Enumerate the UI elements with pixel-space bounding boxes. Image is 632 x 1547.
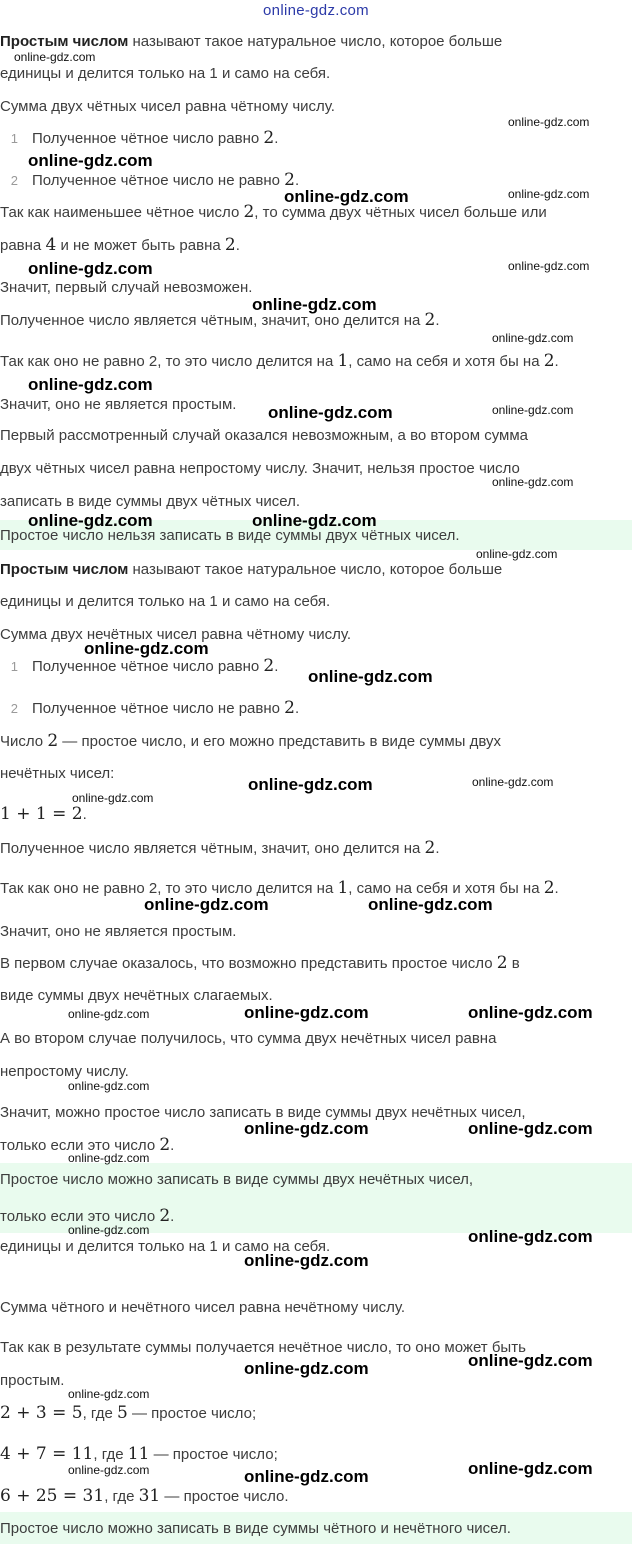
- watermark: online-gdz.com: [468, 1003, 593, 1022]
- text-line: непростому числу.: [0, 1063, 129, 1080]
- watermark: online-gdz.com: [492, 475, 574, 489]
- watermark: online-gdz.com: [468, 1227, 593, 1246]
- watermark: online-gdz.com: [508, 259, 590, 273]
- watermark: online-gdz.com: [252, 511, 377, 530]
- text-line: Значит, первый случай невозможен.: [0, 279, 253, 296]
- text-line: А во втором случае получилось, что сумма двух нечётных чисел равна: [0, 1030, 497, 1047]
- text-line: В первом случае оказалось, что возможно представить простое число 2 в: [0, 953, 520, 973]
- top-watermark: online-gdz.com: [263, 2, 369, 19]
- claim: Сумма двух чётных чисел равна чётному числу.: [0, 98, 335, 115]
- watermark: online-gdz.com: [244, 1251, 369, 1270]
- case-item: 1 Полученное чётное число равно 2.: [0, 656, 278, 677]
- watermark: online-gdz.com: [84, 639, 209, 658]
- watermark: online-gdz.com: [244, 1003, 369, 1022]
- case-item: 2 Полученное чётное число не равно 2.: [0, 698, 299, 719]
- equation: 4 + 7 = 11, где 11 — простое число;: [0, 1444, 278, 1464]
- text-line: Значит, оно не является простым.: [0, 396, 237, 413]
- answer-text: Простое число нельзя записать в виде суммы двух чётных чисел.: [0, 527, 460, 544]
- definition-line-2: единицы и делится только на 1 и само на себя.: [0, 593, 331, 610]
- text-line: Полученное число является чётным, значит, оно делится на 2.: [0, 838, 440, 858]
- term-bold: Простым числом: [0, 33, 129, 50]
- text-line: Число 2 — простое число, и его можно представить в виде суммы двух: [0, 731, 501, 751]
- text-line: Так как в результате суммы получается нечётное число, то оно может быть: [0, 1339, 526, 1356]
- watermark: online-gdz.com: [14, 50, 96, 64]
- text-line: Так как оно не равно 2, то это число делится на 1, само на себя и хотя бы на 2.: [0, 878, 559, 898]
- equation: 2 + 3 = 5, где 5 — простое число;: [0, 1403, 257, 1423]
- watermark: online-gdz.com: [68, 1463, 150, 1477]
- text-line: Так как оно не равно 2, то это число делится на 1, само на себя и хотя бы на 2.: [0, 351, 559, 371]
- watermark: online-gdz.com: [68, 1007, 150, 1021]
- case-number: 2: [10, 701, 18, 716]
- watermark: online-gdz.com: [68, 1223, 150, 1237]
- watermark: online-gdz.com: [468, 1459, 593, 1478]
- watermark: online-gdz.com: [68, 1079, 150, 1093]
- case-number: 1: [10, 659, 18, 674]
- watermark: online-gdz.com: [284, 187, 409, 206]
- watermark: online-gdz.com: [508, 115, 590, 129]
- case-number: 2: [10, 173, 18, 188]
- text-line: записать в виде суммы двух чётных чисел.: [0, 493, 301, 510]
- watermark: online-gdz.com: [268, 403, 393, 422]
- text-line: Значит, можно простое число записать в виде суммы двух нечётных чисел,: [0, 1104, 526, 1121]
- term-bold: Простым числом: [0, 561, 129, 578]
- claim: Сумма чётного и нечётного чисел равна нечётному числу.: [0, 1299, 406, 1316]
- watermark: online-gdz.com: [252, 295, 377, 314]
- text-line: только если это число 2.: [0, 1135, 175, 1155]
- watermark: online-gdz.com: [28, 375, 153, 394]
- case-item: 2 Полученное чётное число не равно 2.: [0, 170, 299, 191]
- watermark: online-gdz.com: [244, 1467, 369, 1486]
- text-line: Полученное число является чётным, значит, оно делится на 2.: [0, 310, 440, 330]
- text-line: равна 4 и не может быть равна 2.: [0, 235, 240, 255]
- definition-line-2: единицы и делится только на 1 и само на себя.: [0, 65, 331, 82]
- text-line: Первый рассмотренный случай оказался невозможным, а во втором сумма: [0, 427, 529, 444]
- text-line: Значит, оно не является простым.: [0, 923, 237, 940]
- definition-line-2: единицы и делится только на 1 и само на себя.: [0, 1238, 331, 1255]
- text-line: виде суммы двух нечётных слагаемых.: [0, 987, 273, 1004]
- watermark: online-gdz.com: [508, 187, 590, 201]
- watermark: online-gdz.com: [244, 1119, 369, 1138]
- case-number: 1: [10, 131, 18, 146]
- watermark: online-gdz.com: [468, 1351, 593, 1370]
- watermark: online-gdz.com: [492, 331, 574, 345]
- text-line: Так как наименьшее чётное число 2, то сумма двух чётных чисел больше или: [0, 202, 547, 222]
- watermark: online-gdz.com: [308, 667, 433, 686]
- text-line: двух чётных чисел равна непростому числу. Значит, нельзя простое число: [0, 460, 520, 477]
- watermark: online-gdz.com: [68, 1151, 150, 1165]
- equation: 6 + 25 = 31, где 31 — простое число.: [0, 1486, 289, 1506]
- watermark: online-gdz.com: [248, 775, 373, 794]
- watermark: online-gdz.com: [468, 1119, 593, 1138]
- definition-line: Простым числом называют такое натуральное число, которое больше: [0, 561, 503, 578]
- answer-text: Простое число можно записать в виде суммы двух нечётных чисел,: [0, 1171, 474, 1188]
- text-line: нечётных чисел:: [0, 765, 115, 782]
- watermark: online-gdz.com: [28, 259, 153, 278]
- watermark: online-gdz.com: [72, 791, 154, 805]
- text-line: простым.: [0, 1372, 65, 1389]
- watermark: online-gdz.com: [368, 895, 493, 914]
- watermark: online-gdz.com: [28, 151, 153, 170]
- watermark: online-gdz.com: [28, 511, 153, 530]
- answer-text: только если это число 2.: [0, 1206, 175, 1226]
- equation: 1 + 1 = 2.: [0, 804, 87, 824]
- case-item: 1 Полученное чётное число равно 2.: [0, 128, 278, 149]
- watermark: online-gdz.com: [476, 547, 558, 561]
- claim: Сумма двух нечётных чисел равна чётному числу.: [0, 626, 352, 643]
- watermark: online-gdz.com: [492, 403, 574, 417]
- watermark: online-gdz.com: [472, 775, 554, 789]
- watermark: online-gdz.com: [68, 1387, 150, 1401]
- definition-line: Простым числом называют такое натуральное число, которое больше: [0, 33, 503, 50]
- answer-text: Простое число можно записать в виде суммы чётного и нечётного чисел.: [0, 1520, 511, 1537]
- watermark: online-gdz.com: [244, 1359, 369, 1378]
- watermark: online-gdz.com: [144, 895, 269, 914]
